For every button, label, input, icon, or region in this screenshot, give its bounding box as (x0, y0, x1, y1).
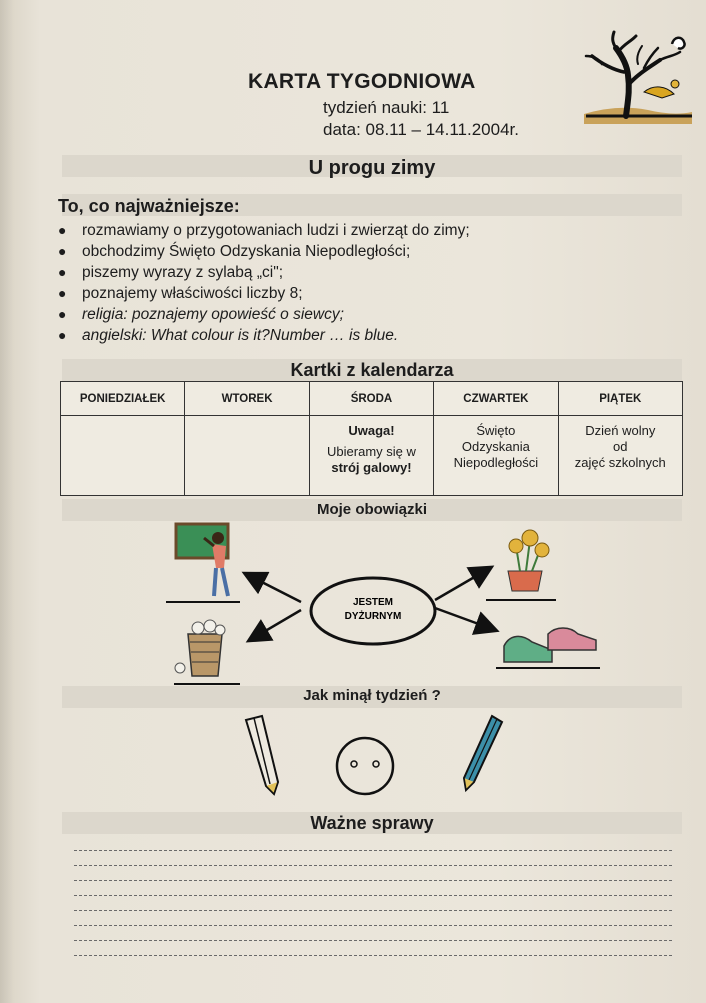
potted-flowers-icon (486, 530, 556, 600)
important-heading: To, co najważniejsze: (58, 196, 240, 216)
day-off-line: od (613, 439, 628, 454)
bare-tree-illustration (578, 30, 694, 124)
writing-line (74, 896, 672, 911)
writing-line (74, 911, 672, 926)
list-item: ● piszemy wyrazy z sylabą „ci"; (58, 264, 284, 281)
list-item: ● poznajemy właściwości liczby 8; (58, 285, 303, 302)
day-header-monday: PONIEDZIAŁEK (61, 382, 185, 416)
bullet-icon: ● (58, 306, 67, 322)
week-number: tydzień nauki: 11 (323, 98, 450, 117)
face-circle-icon (337, 738, 393, 794)
bullet-icon: ● (58, 285, 67, 301)
shoes-icon (496, 628, 600, 668)
arrow-to-bin (250, 610, 301, 640)
worksheet-title: KARTA TYGODNIOWA (248, 70, 476, 93)
day-header-thursday: CZWARTEK (434, 382, 558, 416)
holiday-line: Święto (476, 423, 516, 438)
calendar-title: Kartki z kalendarza (290, 360, 454, 380)
board-cleaning-icon (166, 524, 240, 602)
notes-writing-lines (74, 836, 672, 956)
week-review-drawings (240, 712, 510, 802)
center-label-line1: JESTEM (352, 597, 394, 608)
bullet-icon: ● (58, 243, 67, 259)
bullet-icon: ● (58, 327, 67, 343)
arrow-to-board (246, 574, 301, 602)
cell-friday (558, 416, 682, 496)
day-off-line: zajęć szkolnych (574, 455, 666, 470)
day-header-tuesday: WTOREK (185, 382, 309, 416)
theme-title: U progu zimy (308, 157, 436, 179)
notes-title: Ważne sprawy (310, 813, 434, 833)
cell-tuesday (185, 416, 309, 496)
bullet-icon: ● (58, 264, 67, 280)
day-header-friday: PIĄTEK (558, 382, 682, 416)
arrow-to-shoes (435, 608, 495, 630)
pencil-left-icon (246, 716, 278, 794)
list-item: ● rozmawiamy o przygotowaniach ludzi i zwierząt do zimy; (58, 222, 470, 239)
duties-title: Moje obowiązki (316, 501, 427, 518)
bullet-icon: ● (58, 222, 67, 238)
center-label-line2: DYŻURNYM (344, 611, 402, 622)
holiday-line: Niepodległości (453, 455, 539, 470)
weekly-calendar-table (60, 381, 683, 496)
table-row (61, 382, 683, 416)
week-dates: data: 08.11 – 14.11.2004r. (323, 120, 519, 139)
writing-line (74, 866, 672, 881)
holiday-line: Odzyskania (461, 439, 530, 454)
day-header-wednesday: ŚRODA (309, 382, 433, 416)
day-off-line: Dzień wolny (585, 423, 656, 438)
waste-bin-icon (174, 620, 240, 684)
arrow-to-flowers (435, 568, 490, 600)
list-item: ● religia: poznajemy opowieść o siewcy; (58, 306, 344, 323)
table-row (61, 416, 683, 496)
cell-thursday (434, 416, 558, 496)
review-title: Jak minął tydzień ? (303, 687, 441, 704)
writing-line (74, 881, 672, 896)
cell-wednesday (309, 416, 433, 496)
notice-heading: Uwaga! (348, 423, 395, 438)
notice-line: Ubieramy się w (327, 444, 416, 459)
writing-line (74, 941, 672, 956)
writing-line (74, 836, 672, 851)
important-list (58, 220, 658, 346)
list-item: ● angielski: What colour is it?Number … is blue. (58, 327, 399, 344)
writing-line (74, 926, 672, 941)
notice-dress-code: strój galowy! (331, 460, 412, 475)
list-item: ● obchodzimy Święto Odzyskania Niepodległości; (58, 243, 411, 260)
cell-monday (61, 416, 185, 496)
pencil-right-icon (464, 716, 502, 790)
writing-line (74, 851, 672, 866)
duties-diagram (160, 516, 610, 688)
